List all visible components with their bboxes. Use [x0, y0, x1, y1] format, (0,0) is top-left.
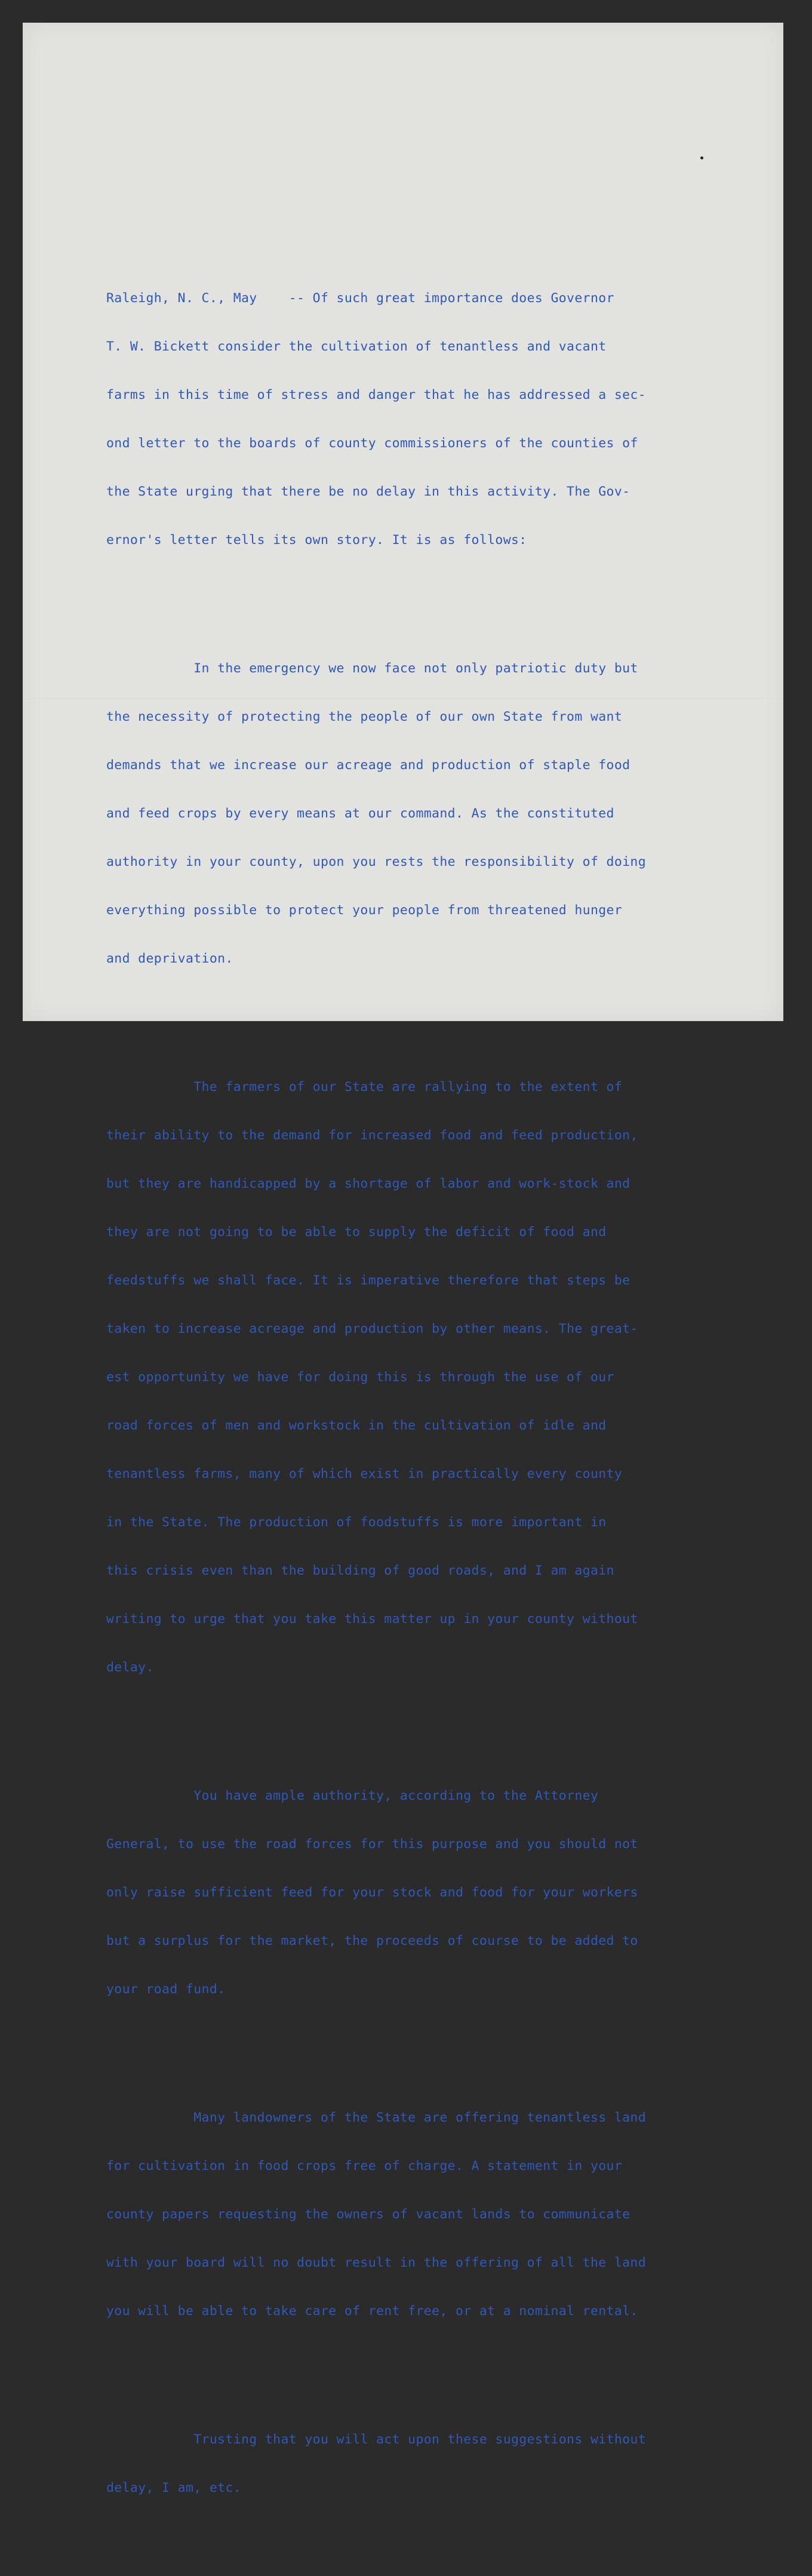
text-line: you will be able to take care of rent free, or at a nominal rental.: [106, 2304, 638, 2319]
text-line: everything possible to protect your people from threatened hunger: [106, 903, 623, 918]
text-line: farms in this time of stress and danger that he has addressed a sec-: [106, 388, 646, 402]
text-line: T. W. Bickett consider the cultivation of tenantless and vacant: [106, 339, 607, 354]
text-line: You have ample authority, according to the Attorney: [106, 1788, 599, 1803]
text-line: delay, I am, etc.: [106, 2480, 241, 2495]
text-line: for cultivation in food crops free of charge. A statement in your: [106, 2159, 623, 2174]
text-line: road forces of men and workstock in the cultivation of idle and: [106, 1418, 607, 1433]
paragraph-emergency: [106, 628, 763, 999]
text-line: Trusting that you will act upon these suggestions without: [106, 2432, 646, 2447]
text-line: General, to use the road forces for this purpose and you should not: [106, 1837, 638, 1852]
text-line: and deprivation.: [106, 951, 233, 966]
text-line: writing to urge that you take this matter up in your county without: [106, 1612, 638, 1627]
text-line: with your board will no doubt result in the offering of all the land: [106, 2255, 646, 2270]
text-line: Many landowners of the State are offering tenantless land: [106, 2110, 646, 2125]
letter-page: [23, 23, 783, 2495]
text-line: only raise sufficient feed for your stock and food for your workers: [106, 1885, 638, 1900]
text-line: but they are handicapped by a shortage of labor and work-stock and: [106, 1176, 630, 1191]
text-line: but a surplus for the market, the proceeds of course to be added to: [106, 1933, 638, 1948]
text-line: your road fund.: [106, 1982, 226, 1997]
text-line: the State urging that there be no delay in this activity. The Gov-: [106, 484, 630, 499]
text-line: this crisis even than the building of good roads, and I am again: [106, 1563, 614, 1578]
text-line: Raleigh, N. C., May -- Of such great importance does Governor: [106, 291, 614, 306]
paragraph-authority: [106, 1756, 763, 2030]
text-line: delay.: [106, 1660, 154, 1675]
text-line: In the emergency we now face not only patriotic duty but: [106, 661, 638, 676]
text-line: authority in your county, upon you rests the responsibility of doing: [106, 854, 646, 869]
paragraph-closing: [106, 2399, 763, 2528]
text-line: and feed crops by every means at our command. As the constituted: [106, 806, 614, 821]
text-line: their ability to the demand for increased food and feed production,: [106, 1128, 638, 1143]
text-line: taken to increase acreage and production by other means. The great-: [106, 1321, 638, 1336]
ink-spot: [700, 156, 703, 159]
text-line: est opportunity we have for doing this is through the use of our: [106, 1370, 614, 1385]
text-line: they are not going to be able to supply the deficit of food and: [106, 1225, 607, 1240]
text-line: feedstuffs we shall face. It is imperative therefore that steps be: [106, 1273, 630, 1288]
text-line: tenantless farms, many of which exist in practically every county: [106, 1467, 623, 1481]
text-line: demands that we increase our acreage and production of staple food: [106, 758, 630, 773]
text-line: ernor's letter tells its own story. It is as follows:: [106, 533, 527, 548]
paragraph-intro: [106, 258, 763, 580]
text-line: The farmers of our State are rallying to the extent of: [106, 1080, 623, 1095]
text-line: in the State. The production of foodstuffs is more important in: [106, 1515, 607, 1530]
paragraph-landowners: [106, 2077, 763, 2351]
text-line: ond letter to the boards of county commissioners of the counties of: [106, 436, 638, 451]
text-line: county papers requesting the owners of vacant lands to communicate: [106, 2207, 630, 2222]
paragraph-farmers: [106, 1047, 763, 1708]
text-line: the necessity of protecting the people of our own State from want: [106, 709, 623, 724]
letter-body: [106, 226, 763, 2576]
